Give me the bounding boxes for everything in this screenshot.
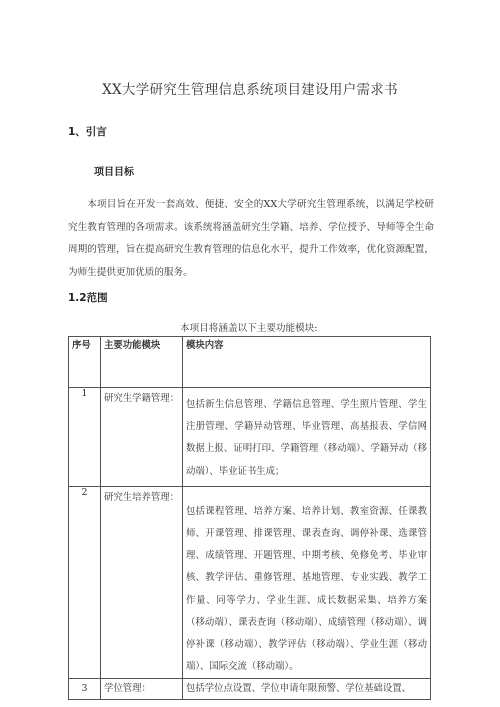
scope-intro-text: 本项目将涵盖以下主要功能模块: xyxy=(180,323,318,334)
header-cell-no: 序号 xyxy=(69,337,101,388)
header-cell-content: 模块内容 xyxy=(183,337,431,388)
row-module-name: 学位管理： xyxy=(101,679,183,700)
row-number: 2 xyxy=(69,486,101,679)
subheading-project-goal: 项目目标 xyxy=(94,167,134,178)
table-row xyxy=(69,486,431,679)
section-heading-scope: 1.2范围 xyxy=(68,292,108,304)
row-module-content: 包括学位点设置、学位申请年限预警、学位基础设置、 xyxy=(183,679,431,700)
row-number: 3 xyxy=(69,679,101,700)
row-module-name: 研究生培养管理： xyxy=(101,486,183,679)
row-module-content: 包括课程管理、培养方案、培养计划、教室资源、任课教师、开课管理、排课管理、课表查询、调停补课、选课管理、成绩管理、开题管理、中期考核、免修免考、毕业审核、教学评估、重修管理、基地管理、专业实践、教学工作量、同等学力、学业生涯、成长数据采集、培养方案（移动端）、课表查询（移动端）、成绩管理（移动端）、调停补课（移动端）、教学评估（移动端）、学业生涯（移动端）、国际交流（移动端）。 xyxy=(183,486,431,679)
row-number: 1 xyxy=(69,388,101,487)
table-row xyxy=(69,679,431,700)
project-goal-paragraph: 本项目旨在开发一套高效、便捷、安全的XX大学研究生管理系统，以满足学校研究生教育管理的各项需求。该系统将涵盖研究生学籍、培养、学位授予、导师等全生命周期的管理，旨在提高研究生教育管理的信息化水平，提升工作效率，优化资源配置，为师生提供更加优质的服务。 xyxy=(68,199,434,278)
section-heading-introduction: 1、引言 xyxy=(68,126,107,138)
table-header-row xyxy=(69,337,431,388)
row-module-content: 包括新生信息管理、学籍信息管理、学生照片管理、学生注册管理、学籍异动管理、毕业管理、高基报表、学信网数据上报、证明打印、学籍管理（移动端）、学籍异动（移动端）、毕业证书生成； xyxy=(183,388,431,487)
header-cell-module: 主要功能模块 xyxy=(101,337,183,388)
table-row xyxy=(69,388,431,487)
document-title: XX大学研究生管理信息系统项目建设用户需求书 xyxy=(102,82,398,98)
modules-table xyxy=(68,336,431,700)
row-module-name: 研究生学籍管理： xyxy=(101,388,183,487)
